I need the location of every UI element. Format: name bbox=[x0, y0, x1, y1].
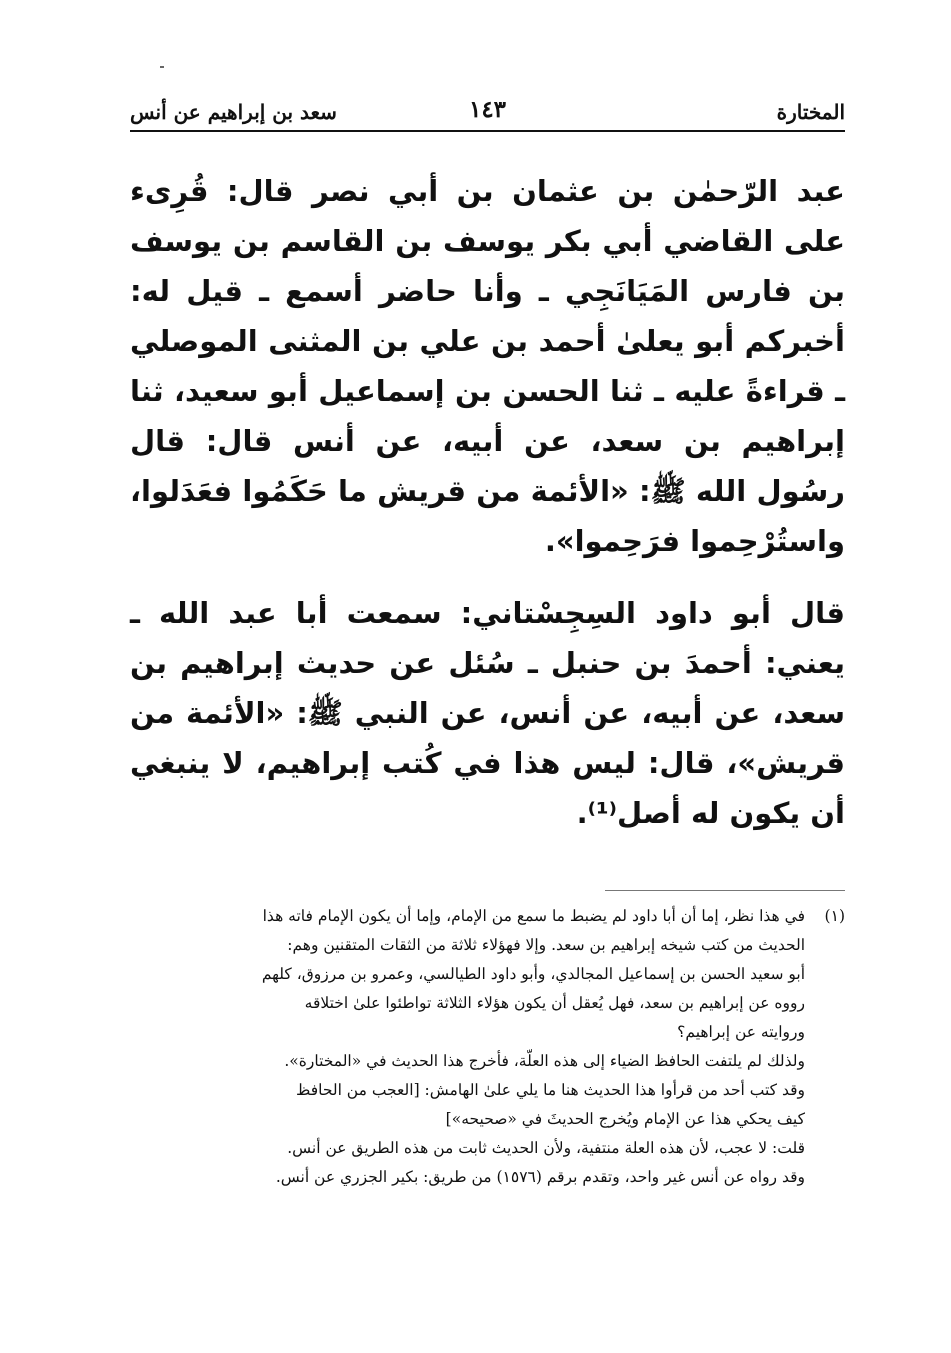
footnote-line: في هذا نظر، إما أن أبا داود لم يضبط ما سمع من الإمام، وإما أن يكون الإمام فاته هذا bbox=[262, 907, 805, 925]
footnote-separator bbox=[605, 890, 845, 891]
commentary-paragraph: قال أبو داود السِجِسْتاني: سمعت أبا عبد الله ـ يعني: أحمدَ بن حنبل ـ سُئل عن حديث إبراهيم بن سعد، عن أبيه، عن أنس، عن النبي ﷺ: «الأئمة من قريش»، قال: ليس هذا في كُتب إبراهيم، لا ينبغي أن يكون له أصل⁽¹⁾. bbox=[130, 596, 845, 830]
main-text bbox=[130, 166, 845, 838]
footnote-line: وقد رواه عن أنس غير واحد، وتقدم برقم (١٥٧٦) من طريق: بكير الجزري عن أنس. bbox=[275, 1168, 805, 1186]
footnote-line: رووه عن إبراهيم بن سعد، فهل يُعقل أن يكون هؤلاء الثلاثة تواطئوا علىٰ اختلاقه bbox=[304, 994, 805, 1012]
footnote-line: وروايته عن إبراهيم؟ bbox=[677, 1023, 805, 1041]
footnote-line: وقد كتب أحد من قرأوا هذا الحديث هنا ما يلي علىٰ الهامش: [العجب من الحافظ bbox=[296, 1081, 805, 1099]
footnote-line: أبو سعيد الحسن بن إسماعيل المجالدي، وأبو داود الطيالسي، وعمرو بن مرزوق، كلهم bbox=[261, 965, 805, 983]
footnote-line: كيف يحكي هذا عن الإمام ويُخرج الحديثَ في «صحيحه»] bbox=[445, 1110, 805, 1128]
hadith-paragraph: عبد الرّحمٰن بن عثمان بن أبي نصر قال: قُرِىء على القاضي أبي بكر يوسف بن القاسم بن يوسف بن فارس المَيَانَجِي ـ وأنا حاضر أسمع ـ قيل له: أخبركم أبو يعلىٰ أحمد بن علي بن المثنى الموصلي ـ قراءةً عليه ـ ثنا الحسن بن إسماعيل أبو سعيد، ثنا إبراهيم بن سعد، عن أبيه، عن أنس قال: قال رسُول الله ﷺ: «الأئمة من قريش ما حَكَمُوا فعَدَلوا، واستُرْحِموا فرَحِموا». bbox=[130, 174, 845, 558]
footnote-number: (١) bbox=[824, 907, 845, 925]
header-chapter-title: سعد بن إبراهيم عن أنس bbox=[130, 100, 337, 124]
footnote-line: قلت: لا عجب، لأن هذه العلة منتفية، ولأن الحديث ثابت من هذه الطريق عن أنس. bbox=[287, 1139, 805, 1157]
scan-mark bbox=[160, 66, 164, 68]
page-number: ١٤٣ bbox=[468, 96, 507, 123]
footnote-line: الحديث من كتب شيخه إبراهيم بن سعد. وإلا فهؤلاء ثلاثة من الثقات المتقنين وهم: bbox=[287, 936, 805, 954]
running-header bbox=[130, 94, 845, 134]
footnote-first-line bbox=[130, 902, 845, 931]
footnote-line: ولذلك لم يلتفت الحافظ الضياء إلى هذه العلّة، فأخرج هذا الحديث في «المختارة». bbox=[284, 1052, 805, 1070]
header-rule bbox=[130, 130, 845, 132]
header-book-title: المختارة bbox=[776, 100, 845, 124]
footnotes bbox=[130, 902, 845, 1192]
